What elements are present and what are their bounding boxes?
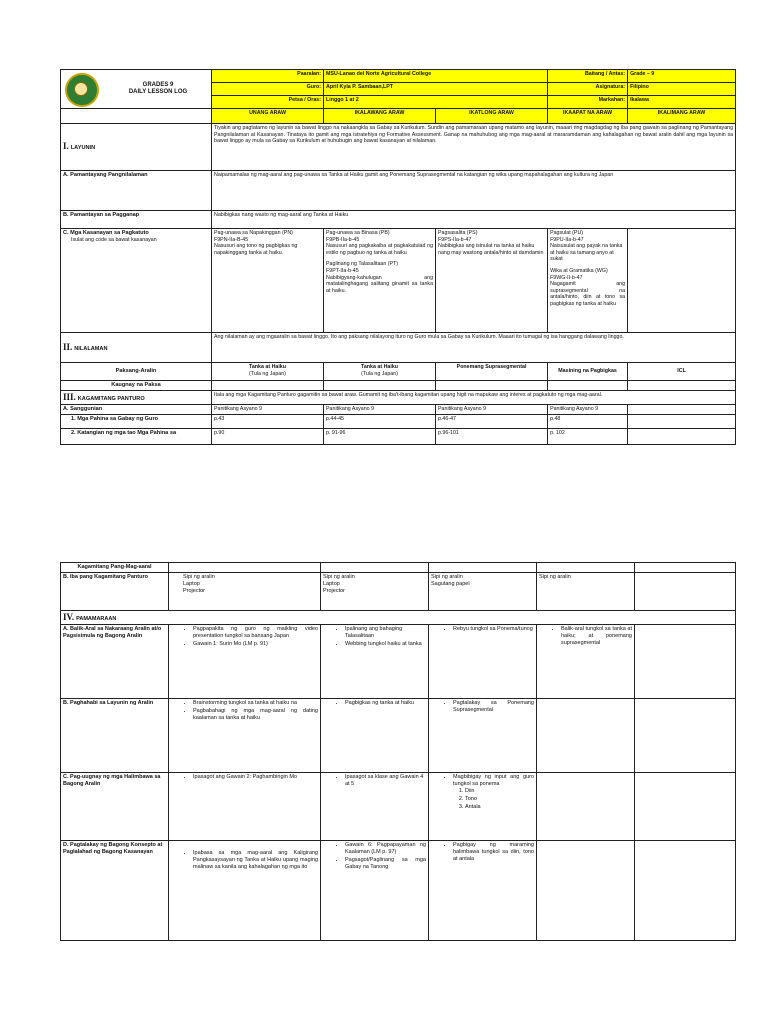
day-2-header: IKALAWANG ARAW	[324, 109, 436, 124]
kasanayan-day-4-wg: Wika at Gramatika (WG) F9WG-II-b-47 Nagagamit ang suprasegmental na antala/hinto, diin at tono sa pagbigkas ng tanka at haiku	[550, 268, 626, 308]
pag-uugnay-day-3: • Magbibigay ng input ang guro tungkol sa ponema 1. Diin 2. Tono 3. Antala	[429, 773, 537, 841]
paghahabi-day-2: • Pagbigkas ng tanka at haiku	[321, 699, 429, 773]
iba-day-4: Sipi ng aralin	[537, 572, 635, 610]
petsa-label: Petsa / Oras:	[212, 96, 324, 109]
layunin-section: I. LAYUNIN	[61, 124, 212, 171]
form-title: GRADES 9	[142, 81, 174, 88]
pag-uugnay-label: C. Pag-uugnay ng mga Halimbawa sa Bagong Aralin	[61, 773, 169, 841]
sanggunian-day-1: Panitikang Asyano 9	[212, 405, 324, 415]
pamantayang-pangnilalaman-text: Naipamamalas ng mag-aaral ang pag-unawa sa Tanka at Haiku gamit ang Ponemang Suprasegmental na katangian ng wika upang mapahalagahan ang kultura ng Japan	[212, 171, 736, 211]
kasanayan-day-2-pt: Paglinang ng Talasalitaan (PT) F9PT-IIa-b-45 Nabibigyang-kahulugan ang matatalinghagang salitang ginamit sa tanka at haiku.	[326, 261, 434, 294]
balik-aral-day-3: • Rebyu tungkol sa Ponema/tunog	[429, 625, 537, 699]
lm-day-4: p. 102	[548, 429, 628, 445]
pamamaraan-section: IV. PAMAMARAAN	[61, 610, 736, 624]
balik-aral-day-2: • Ipalinang ang bahaging Talasalitaan • Webbing tungkol haiku at tanka	[321, 625, 429, 699]
kasanayan-day-3: Pagsasalita (PS) F9PS-IIa-b-47 Nabibigkas ang isinulat na tanka at haiku nang may wastong antala/hinto at damdamin	[436, 229, 548, 333]
asignatura-label: Asignatura:	[548, 83, 628, 96]
iba-day-2: Sipi ng aralin Laptop Projector	[321, 572, 429, 610]
kasanayan-day-2	[324, 229, 436, 333]
lm-pages-label: 2. Katangian ng mga tao Mga Pahina sa	[61, 429, 212, 445]
lesson-log-table-2	[60, 562, 736, 941]
guro-value: April Kyla P. Sambaan,LPT	[324, 83, 548, 96]
gabay-guro-label: 1. Mga Pahina sa Gabay ng Guro	[61, 415, 212, 429]
markahan-value: Ikalawa	[628, 96, 736, 109]
kasanayan-day-2-pb: Pag-unawa sa Binasa (PB) F9PB-IIa-b-45 Nasusuri ang pagkakaiba at pagkakatulad ng estilo ng pagbuo ng tanka at haiku	[326, 230, 434, 256]
sanggunian-day-4: Panitikang Asyano 9	[548, 405, 628, 415]
lesson-log-page-2	[60, 562, 735, 941]
day-4-header: IKAAPAT NA ARAW	[548, 109, 628, 124]
balik-aral-label: A. Balik-Aral sa Nakaraang Aralin at/o Pagsisimula ng Bagong Aralin	[61, 625, 169, 699]
paksa-day-4: Masining na Pagbigkas	[548, 363, 628, 381]
petsa-value: Linggo 1 at 2	[324, 96, 548, 109]
markahan-label: Markahan:	[548, 96, 628, 109]
balik-aral-day-1: • Pagpapakita ng guro ng maikling video presentation tungkol sa bansang Japan • Gawain 1: Surin Mo (LM p. 91)	[169, 625, 321, 699]
nilalaman-text: Ang nilalaman ay ang mgaaralin sa bawat linggo. Ito ang paksang nilalayong ituro ng Guro mula sa Gabay sa Kurikulum. Maaari ito tumagal ng isa hanggang dalawang linggo.	[212, 333, 736, 363]
iba-day-3: Sipi ng aralin Sagutang papel	[429, 572, 537, 610]
kasanayan-day-4	[548, 229, 628, 333]
sanggunian-day-2: Panitikang Asyano 9	[324, 405, 436, 415]
pagtalakay-day-3: • Pagbigay ng maraming halimbawa tungkol sa diin, tono at antala	[429, 841, 537, 941]
kasanayan-day-1: Pag-unawa sa Napakinggan (PN) F9PN-IIa-B-45 Nasusuri ang tono ng pagbigkas ng napakinggang tanka at haiku.	[212, 229, 324, 333]
gabay-day-4: p.48	[548, 415, 628, 429]
day-5-header: IKALIMANG ARAW	[628, 109, 736, 124]
sanggunian-day-3: Panitikang Asyano 9	[436, 405, 548, 415]
paksa-day-5: ICL	[628, 363, 736, 381]
paaralan-label: Paaralan:	[212, 70, 324, 83]
iba-day-1: Sipi ng aralin Laptop Projector	[169, 572, 321, 610]
pamantayan-pagganap-text: Nabibigkas nang wasto ng mag-aaral ang Tanka at Haiku	[212, 211, 736, 229]
form-subtitle: DAILY LESSON LOG	[128, 89, 188, 95]
nilalaman-section: II. NILALAMAN	[61, 333, 212, 363]
baitang-label: Baitang / Antas:	[548, 70, 628, 83]
lm-day-2: p. 91-96	[324, 429, 436, 445]
kasanayan-label: C. Mga Kasanayan sa Pagkatuto	[63, 230, 149, 236]
header-logo-cell	[61, 70, 212, 109]
days-blank-cell	[61, 109, 212, 124]
balik-aral-day-4: • Balik-aral tungkol sa tanka at haiku; at ponemang suprasegmental	[537, 625, 635, 699]
baitang-value: Grade – 9	[628, 70, 736, 83]
paghahabi-day-3: • Pagtalakay sa Ponemang Suprasegmental	[429, 699, 537, 773]
paghahabi-day-1: • Brainstorming tungkol sa tanka at haiku na • Pagbabahagi ng mga mag-aaral ng dating kaalaman sa tanka at haiku	[169, 699, 321, 773]
paghahabi-label: B. Paghahabi sa Layunin ng Aralin	[61, 699, 169, 773]
kagamitang-pang-mag-aaral-label: Kagamitang Pang-Mag-aaral	[61, 563, 169, 573]
kagamitan-text: Itala ang mga Kagamitang Panturo gagamitin sa bawat araw. Gumamit ng iba't-ibang kagamitan upang higit na mapukaw ang interes at pagkatuto ng mga mag-aaral.	[212, 390, 736, 404]
day-1-header: UNANG ARAW	[212, 109, 324, 124]
kaugnay-paksa-label: Kaugnay na Paksa	[61, 381, 212, 391]
kagamitan-section: III. KAGAMITANG PANTURO	[61, 390, 212, 404]
gabay-day-2: p.44-45	[324, 415, 436, 429]
pagtalakay-label: D. Pagtalakay ng Bagong Konsepto at Paglalahad ng Bagong Kasanayan	[61, 841, 169, 941]
gabay-day-1: p.43	[212, 415, 324, 429]
kasanayan-sublabel: Isulat ang code sa bawat kasanayan	[71, 236, 157, 243]
pamantayang-pangnilalaman-label: A. Pamantayang Pangnilalaman	[61, 171, 212, 211]
kasanayan-day-4-pu: Pagsulat (PU) F9PU-IIa-b-47 Naisusulat ang payak na tanka at haiku sa tamang anyo at sukat	[550, 230, 623, 263]
iba-pang-kagamitan-label: B. Iba pang Kagamitang Panturo	[61, 572, 169, 610]
paksa-day-2: Tanka at Haiku (Tula ng Japan)	[324, 363, 436, 381]
school-seal-icon	[65, 73, 99, 107]
asignatura-value: Filipino	[628, 83, 736, 96]
kasanayan-label-cell	[61, 229, 212, 333]
guro-label: Guro:	[212, 83, 324, 96]
lm-day-1: p.90	[212, 429, 324, 445]
paksang-aralin-label: Paksang-Aralin	[61, 363, 212, 381]
gabay-day-3: p.46-47	[436, 415, 548, 429]
pag-uugnay-day-1: • Ipasagot ang Gawain 2: Paghambingin Mo	[169, 773, 321, 841]
sanggunian-label: A. Sanggunian	[61, 405, 212, 415]
paksa-day-3: Ponemang Suprasegmental	[436, 363, 548, 381]
lesson-log-table	[60, 69, 736, 445]
lm-day-3: p.96-101	[436, 429, 548, 445]
lesson-log-page-1	[60, 69, 735, 445]
layunin-text: Tiyakin ang pagtatamo ng layunin sa bawat linggo na nakaangkla sa Gabay sa Kurikulum. Sundin ang pamamaraan upang matamo ang layunin, maaari ring magdagdag ng iba pang gawain sa paglinang ng Pamantayang Pangnilalaman at Kasanayan. Tinataya ito gamit ang mga istratehiya ng Formative Assessment. Ganap na mahuhubog ang mga mag-aaral at mararamdaman ang kahalagahan ng bawat aralin dahil ang mga layunin sa bawat linggo ay mula sa Gabay sa Kurikulum at huhubugin ang bawat kasanayan at nilalaman.	[212, 124, 736, 171]
pamantayan-pagganap-label: B. Pamantayan sa Pagganap	[61, 211, 212, 229]
paksa-day-1: Tanka at Haiku (Tula ng Japan)	[212, 363, 324, 381]
paaralan-value: MSU-Lanao del Norte Agricultural College	[324, 70, 548, 83]
pagtalakay-day-1: • Ipabasa sa mga mag-aaral ang Kaligirang Pangkasaysayan ng Tanka at Haiku upang maging malinaw sa kanila ang kahalagahan ng mga ito	[169, 841, 321, 941]
pag-uugnay-day-2: • Ipasagot sa klase ang Gawain 4 at 5	[321, 773, 429, 841]
kasanayan-day-5	[628, 229, 736, 333]
pagtalakay-day-2: • Gawain 6: Pagpapayaman ng Kaalaman (LM p. 97) • Pagsagot/Paglinang sa mga Gabay na Tanong	[321, 841, 429, 941]
day-3-header: IKATLONG ARAW	[436, 109, 548, 124]
